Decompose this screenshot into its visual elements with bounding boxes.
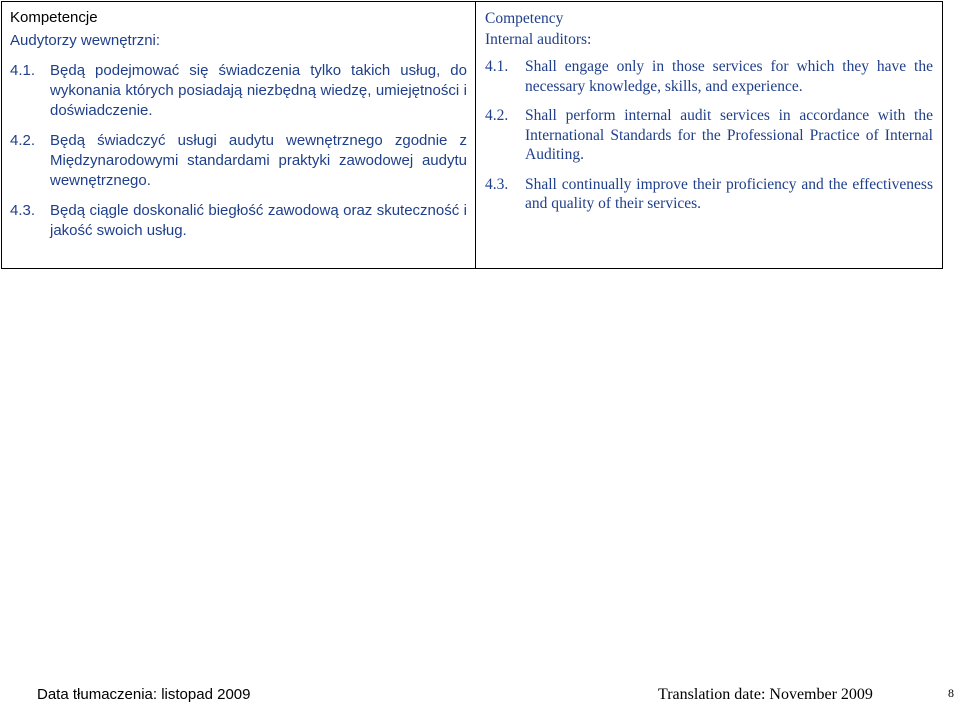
section-heading-pl: Kompetencje [10,9,98,26]
item-text: Shall perform internal audit services in accordance with the International Standards for the Professional Practice of Internal Auditing. [525,107,933,163]
list-item [485,106,933,165]
section-subheading-en: Internal auditors: [485,30,592,48]
list-item [485,175,933,214]
item-number: 4.3. [485,175,509,193]
item-text: Będą ciągle doskonalić biegłość zawodową oraz skuteczność i jakość swoich usług. [50,202,467,239]
item-number: 4.1. [485,58,509,75]
list-item [10,201,467,241]
section-subheading-pl: Audytorzy wewnętrzni: [10,32,161,49]
page-number: 8 [948,686,954,700]
list-item [10,131,467,191]
item-number: 4.2. [485,107,509,124]
english-column [476,2,942,268]
bilingual-table [1,1,943,269]
list-item [10,61,467,121]
item-text: Będą świadczyć usługi audytu wewnętrznego zgodnie z Międzynarodowymi standardami praktyki zawodowej audytu wewnętrznego. [50,132,467,189]
footer-translation-date-en: Translation date: November 2009 [658,686,873,703]
list-item [485,57,933,96]
item-number: 4.3. [10,202,36,219]
item-text: Będą podejmować się świadczenia tylko takich usług, do wykonania których posiadają niezbędną wiedzę, umiejętności i doświadczenie. [50,62,467,119]
footer-translation-date-pl: Data tłumaczenia: listopad 2009 [37,686,251,703]
section-heading-en: Competency [485,10,564,27]
item-number: 4.2. [10,132,36,149]
item-text: Shall engage only in those services for which they have the necessary knowledge, skills, and experience. [525,58,933,95]
item-number: 4.1. [10,62,36,79]
item-text: Shall continually improve their proficiency and the effectiveness and quality of their services. [525,175,933,212]
polish-column [2,2,476,268]
